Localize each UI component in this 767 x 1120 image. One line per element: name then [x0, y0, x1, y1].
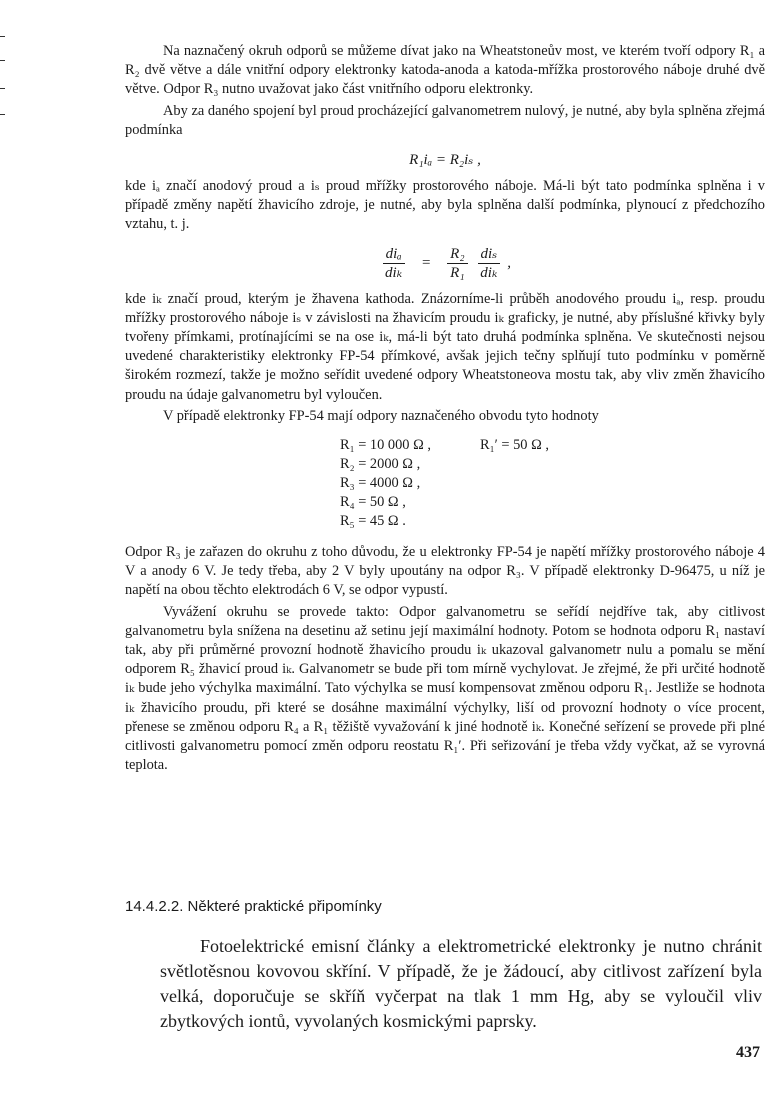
- equation-comma: ,: [507, 254, 511, 271]
- margin-tick: [0, 114, 5, 115]
- fraction-r2-r1: $\frac{\text{R₂}}{\text{R₁}}$: [447, 245, 467, 282]
- paragraph-balancing: Vyvážení okruhu se provede takto: Odpor galvanometru se seřídí nejdříve tak, aby citlivost galvanometru byla snížena na desetinu až setinu její maximální hodnoty. Potom se hodnota odporu R₁ nastaví tak, aby při průměrné provozní hodnotě žhavicího proudu iₖ ukazoval galvanometr nulu a pomalu se mění odporem R₅ žhavicí proud iₖ. Galvanometr se bude při tom mírně vychylovat. Je zřejmé, že při určité hodnotě iₖ bude jeho výchylka maximální. Tato výchylka se musí kompensovat změnou odporu R₁. Jestliže se hodnota iₖ žhavicího proudu, při které se dosáhne maximální výchylky, liší od provozní hodnoty o více procent, přenese se změnou odporu R₄ a R₁ těžiště vyvažování k jiné hodnotě iₖ. Konečné seřízení se provede při plné citlivosti galvanometru pomocí změn odporu reostatu R₁′. Při seřizování je třeba vždy vyčkat, až se vyrovná teplota.: [125, 603, 765, 774]
- resistor-value-row: R₂ = 2000 Ω ,: [340, 456, 421, 473]
- paragraph-wheatstone: Na naznačený okruh odporů se můžeme dívat jako na Wheatstoneův most, ve kterém tvoří odpory R₁ a R₂ dvě větve a dále vnitřní odpory elektronky katoda-anoda a katoda-mřížka prostorového náboje druhé dvě větve. Odpor R₃ nutno uvažovat jako část vnitřního odporu elektronky.: [125, 43, 765, 98]
- section-paragraph: Fotoelektrické emisní články a elektrometrické elektronky je nutno chránit světlotěsnou kovovou skříní. V případě, že je žádoucí, aby citlivost zařízení byla velká, doporučuje se skříň vyčerpat na tlak 1 mm Hg, aby se vyloučil vliv zbytkových iontů, vyvolaných kosmickými paprsky.: [160, 936, 762, 1031]
- equation-derivative: [125, 245, 765, 282]
- paragraph-cathode-current: kde iₖ značí proud, kterým je žhavena kathoda. Znázorníme-li průběh anodového proudu iₐ, resp. proudu mřížky prostorového náboje iₛ v závislosti na žhavicím proudu iₖ graficky, je nutné, aby příslušné křivky byly tvořeny přímkami, protínajícími se na ose iₖ, má-li být tato druhá podmínka splněna. Ve skutečnosti nejsou uvedené charakteristiky elektronky FP-54 přímkové, avšak jejich tečny splňují tuto podmínku v poměrně širokém rozmezí, takže je možno seřídit uvedené odpory Wheatstoneova mostu tak, aby vliv změn žhavicího proudu na údaje galvanometru byl vyloučen.: [125, 290, 765, 403]
- equals-sign: =: [421, 254, 431, 271]
- page-number: 437: [736, 1044, 760, 1061]
- resistor-values-list: [340, 436, 765, 531]
- margin-marks: [0, 30, 10, 130]
- margin-tick: [0, 36, 5, 37]
- paragraph-r3-reason: Odpor R₃ je zařazen do okruhu z toho důvodu, že u elektronky FP-54 je napětí mřížky prostorového náboje 4 V a anody 6 V. Je tedy třeba, aby 2 V byly upoutány na odpor R₃. V případě elektronky D-96475, u níž je napětí na obou těchto elektrodách 6 V, se odpor vypustí.: [125, 544, 765, 599]
- resistor-value-row: R₃ = 4000 Ω ,: [340, 475, 421, 492]
- paragraph-condition: Aby za daného spojení byl proud procházející galvanometrem nulový, je nutné, aby byla splněna zřejmá podmínka: [125, 102, 765, 138]
- section-heading: 14.4.2.2. Některé praktické připomínky: [125, 898, 382, 915]
- equation-balance: R₁iₐ = R₂iₛ ,: [409, 152, 481, 169]
- fraction-dia-dik: $\frac{\text{diₐ}}{\text{diₖ}}$: [382, 245, 405, 282]
- margin-tick: [0, 60, 5, 61]
- resistor-value-row: R₄ = 50 Ω ,: [340, 494, 406, 511]
- section-paragraph-block: [160, 934, 762, 1034]
- fraction-dis-dik: $\frac{\text{diₛ}}{\text{diₖ}}$: [477, 245, 500, 282]
- resistor-value-row: R₅ = 45 Ω .: [340, 513, 406, 530]
- body-text-column: [125, 42, 765, 775]
- paragraph-fp54-values-intro: V případě elektronky FP-54 mají odpory naznačeného obvodu tyto hodnoty: [163, 407, 599, 424]
- margin-tick: [0, 88, 5, 89]
- resistor-value-row: R₁ = 10 000 Ω , R₁′ = 50 Ω ,: [340, 437, 549, 454]
- paragraph-anode-current: kde iₐ značí anodový proud a iₛ proud mřížky prostorového náboje. Má-li být tato podmínka splněna i v případě změny napětí žhavicího zdroje, je nutné, aby byla splněna další podmínka, plynoucí z předchozího vztahu, t. j.: [125, 178, 765, 233]
